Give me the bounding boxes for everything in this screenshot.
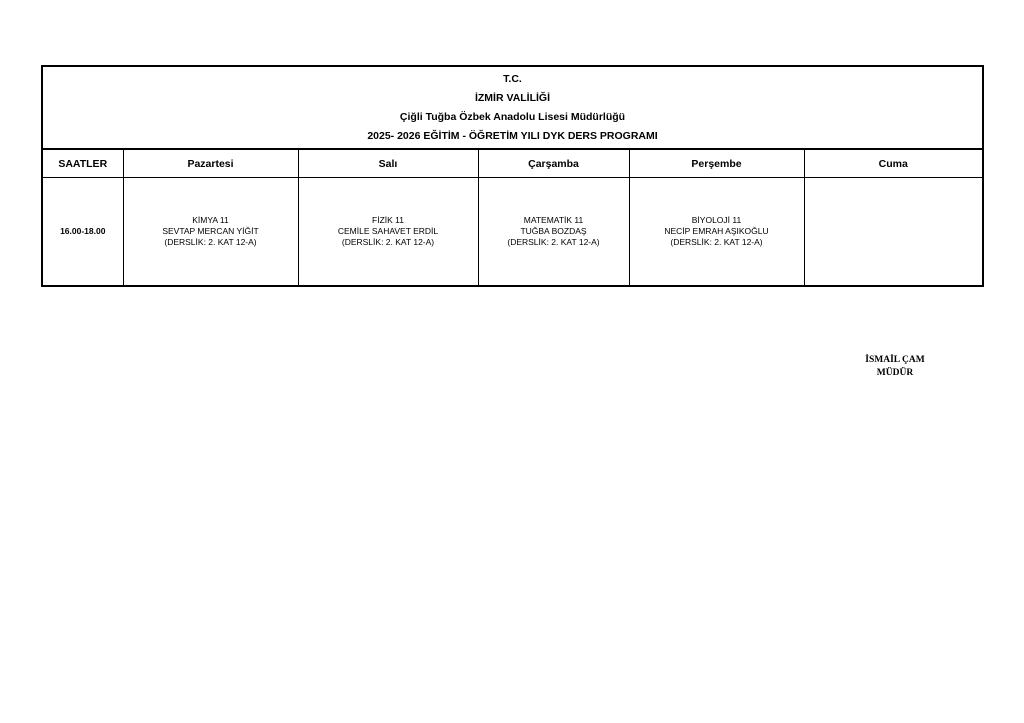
lesson-course: FİZİK 11 — [372, 215, 404, 225]
principal-title: MÜDÜR — [876, 368, 914, 378]
schedule-table-frame — [41, 65, 984, 287]
header-school: Çiğli Tuğba Özbek Anadolu Lisesi Müdürlüğü — [399, 111, 626, 123]
lesson-cell-friday — [804, 178, 982, 286]
lesson-course: KİMYA 11 — [192, 215, 229, 225]
lesson-cell-tuesday — [298, 178, 478, 286]
column-header-wednesday: Çarşamba — [478, 150, 629, 178]
column-header-tuesday: Salı — [298, 150, 478, 178]
document-header — [43, 67, 982, 150]
lesson-cell-thursday — [629, 178, 804, 286]
lesson-room: (DERSLİK: 2. KAT 12-A) — [670, 237, 763, 247]
lesson-cell-wednesday — [478, 178, 629, 286]
principal-name: İSMAİL ÇAM — [865, 355, 925, 365]
lesson-room: (DERSLİK: 2. KAT 12-A) — [507, 237, 600, 247]
time-slot: 16.00-18.00 — [43, 178, 123, 286]
lesson-room: (DERSLİK: 2. KAT 12-A) — [341, 237, 435, 247]
lesson-teacher: CEMİLE SAHAVET ERDİL — [337, 226, 439, 236]
table-header-row — [43, 150, 982, 178]
table-row — [43, 178, 982, 286]
column-header-friday: Cuma — [804, 150, 982, 178]
header-program-title: 2025- 2026 EĞİTİM - ÖĞRETİM YILI DYK DERS PROGRAMI — [367, 130, 658, 142]
lesson-teacher: TUĞBA BOZDAŞ — [520, 226, 587, 236]
header-governorship: İZMİR VALİLİĞİ — [474, 92, 551, 104]
column-header-monday: Pazartesi — [123, 150, 298, 178]
lesson-room: (DERSLİK: 2. KAT 12-A) — [164, 237, 257, 247]
column-header-thursday: Perşembe — [629, 150, 804, 178]
header-country: T.C. — [503, 73, 522, 85]
lesson-course: BİYOLOJİ 11 — [691, 215, 742, 225]
lesson-teacher: NECİP EMRAH AŞIKOĞLU — [664, 226, 769, 236]
lesson-course: MATEMATİK 11 — [523, 215, 584, 225]
lesson-cell-monday — [123, 178, 298, 286]
schedule-grid — [43, 150, 982, 285]
lesson-teacher: SEVTAP MERCAN YİĞİT — [162, 226, 259, 236]
signature-block — [830, 354, 960, 380]
column-header-hours: SAATLER — [43, 150, 123, 178]
